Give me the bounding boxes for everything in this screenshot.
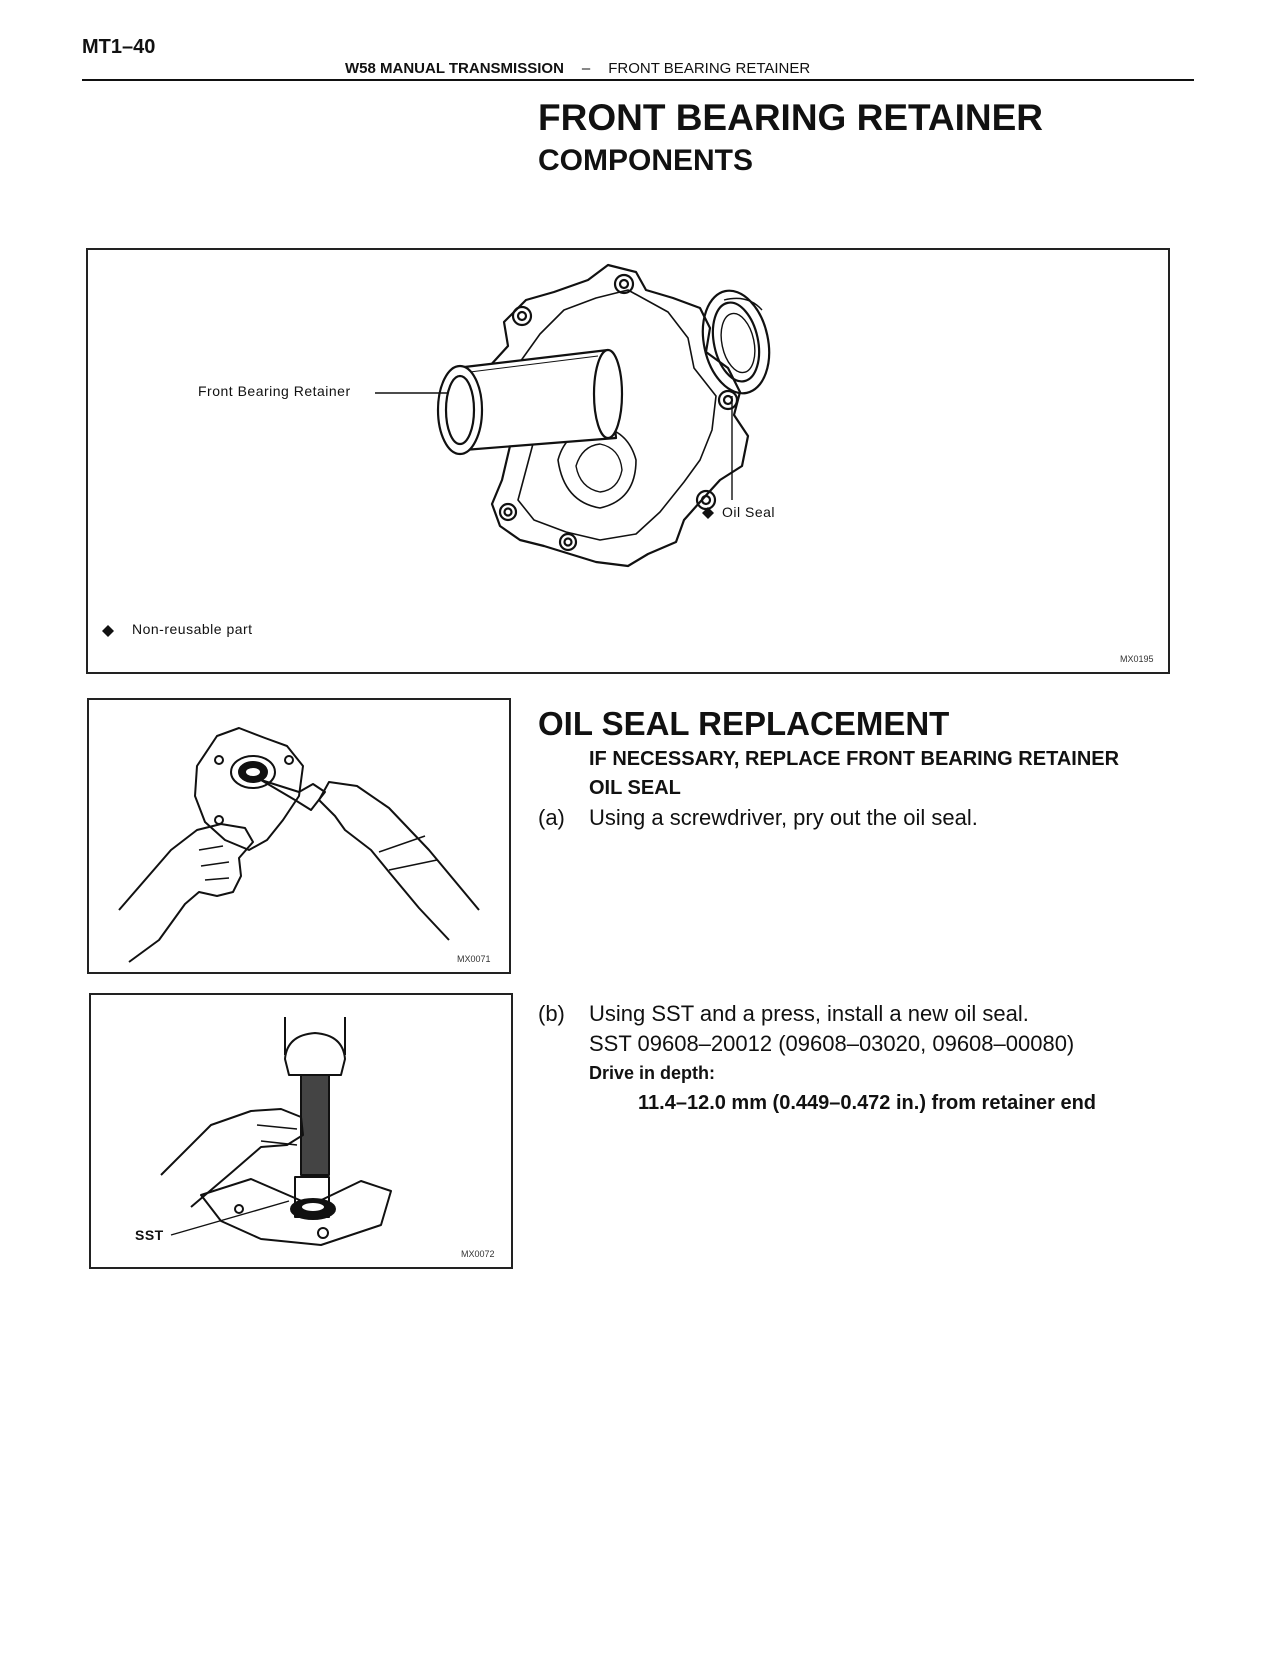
label-oil-seal: Oil Seal <box>722 504 776 520</box>
figure-a-code: MX0071 <box>457 954 491 964</box>
drive-in-value: 11.4–12.0 mm (0.449–0.472 in.) from retainer end <box>638 1092 1097 1114</box>
manual-title: W58 MANUAL TRANSMISSION <box>345 60 564 77</box>
figure-code: MX0195 <box>1120 654 1154 664</box>
components-figure <box>86 248 1170 674</box>
step-b-sst: SST 09608–20012 (09608–03020, 09608–00080) <box>589 1031 1075 1056</box>
page-number: MT1–40 <box>82 36 156 58</box>
section-title: FRONT BEARING RETAINER <box>608 60 811 77</box>
running-header <box>345 60 810 77</box>
legend-non-reusable: Non-reusable part <box>132 621 253 637</box>
step-b-label: (b) <box>538 1001 565 1026</box>
label-sst: SST <box>135 1227 164 1243</box>
instruction-line-2: OIL SEAL <box>589 777 681 799</box>
section-heading: OIL SEAL REPLACEMENT <box>538 705 950 742</box>
page-subtitle: COMPONENTS <box>538 144 754 177</box>
drive-in-label: Drive in depth: <box>589 1063 716 1083</box>
figure-b-code: MX0072 <box>461 1249 495 1259</box>
header-rule <box>82 79 1194 81</box>
label-front-bearing-retainer: Front Bearing Retainer <box>198 383 351 399</box>
instruction-line-1: IF NECESSARY, REPLACE FRONT BEARING RETAINER <box>589 748 1120 770</box>
step-b-text: Using SST and a press, install a new oil seal. <box>589 1001 1029 1026</box>
figure-press-in-seal <box>89 993 513 1269</box>
step-a-label: (a) <box>538 805 565 830</box>
figure-pry-out-seal <box>87 698 511 974</box>
page-title: FRONT BEARING RETAINER <box>538 97 1043 138</box>
pry-out-illustration <box>89 700 509 972</box>
components-illustration <box>88 250 1168 672</box>
header-separator: – <box>581 60 591 77</box>
step-a-text: Using a screwdriver, pry out the oil seal. <box>589 805 978 830</box>
